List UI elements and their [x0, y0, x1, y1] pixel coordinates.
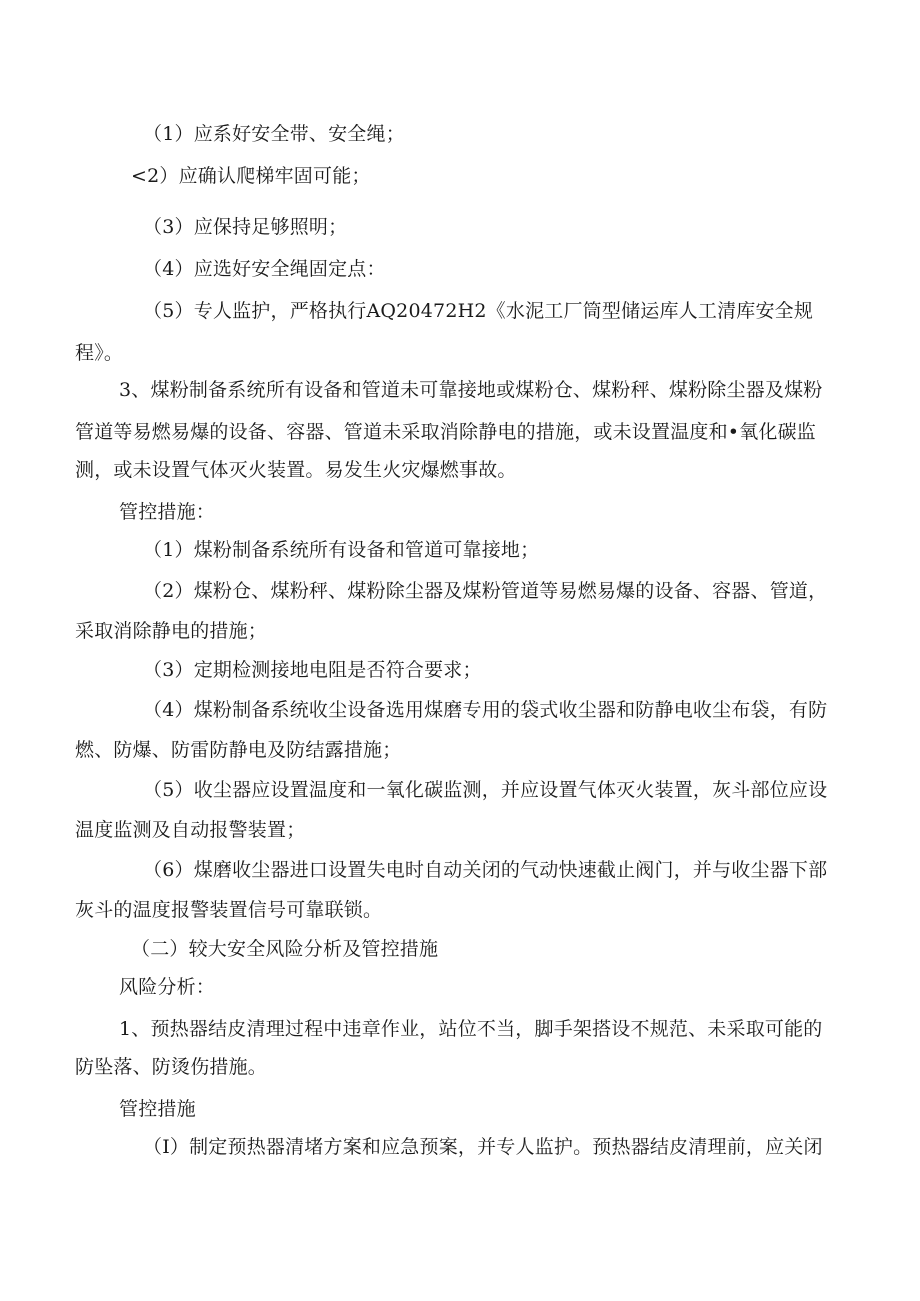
text-line: 采取消除静电的措施；	[75, 620, 268, 642]
text-line: （1）应系好安全带、安全绳；	[143, 123, 405, 145]
text-line: （4）应选好安全绳固定点：	[143, 258, 386, 280]
text-line: （4）煤粉制备系统收尘设备选用煤磨专用的袋式收尘器和防静电收尘布袋，有防	[143, 699, 828, 721]
text-line: （5）专人监护，严格执行AQ20472H2《水泥工厂筒型储运库人工清库安全规	[143, 300, 814, 322]
text-line: （2）煤粉仓、煤粉秤、煤粉除尘器及煤粉管道等易燃易爆的设备、容器、管道，	[143, 580, 828, 602]
text-line: 燃、防爆、防雷防静电及防结露措施；	[75, 739, 402, 761]
text-line: 测，或未设置气体灭火装置。易发生火灾爆燃事故。	[75, 459, 517, 481]
text-line: 程》。	[75, 342, 124, 364]
text-line: 温度监测及自动报警装置；	[75, 819, 306, 841]
text-line: （3）应保持足够照明；	[143, 216, 348, 238]
text-line: 灰斗的温度报警装置信号可靠联锁。	[75, 899, 383, 921]
text-line: （I）制定预热器清堵方案和应急预案，并专人监护。预热器结皮清理前，应关闭	[143, 1136, 823, 1158]
text-line: 管道等易燃易爆的设备、容器、管道未采取消除静电的措施，或未设置温度和•氧化碳监	[75, 421, 817, 443]
text-line: 管控措施：	[119, 501, 216, 523]
text-line: 防坠落、防烫伤措施。	[75, 1056, 268, 1078]
text-line: 1、预热器结皮清理过程中违章作业，站位不当，脚手架搭设不规范、未采取可能的	[119, 1018, 823, 1040]
text-line: （3）定期检测接地电阻是否符合要求；	[143, 659, 482, 681]
text-line: （5）收尘器应设置温度和一氧化碳监测，并应设置气体灭火装置，灰斗部位应设	[143, 779, 828, 801]
text-line: 3、煤粉制备系统所有设备和管道未可靠接地或煤粉仓、煤粉秤、煤粉除尘器及煤粉	[119, 379, 823, 401]
text-line: <2）应确认爬梯牢固可能；	[131, 165, 371, 187]
text-line: （1）煤粉制备系统所有设备和管道可靠接地；	[143, 539, 540, 561]
text-line: 管控措施	[119, 1098, 196, 1120]
section-heading: （二）较大安全风险分析及管控措施	[131, 938, 439, 960]
text-line: （6）煤磨收尘器进口设置失电时自动关闭的气动快速截止阀门，并与收尘器下部	[143, 859, 828, 881]
text-line: 风险分析：	[119, 976, 216, 998]
